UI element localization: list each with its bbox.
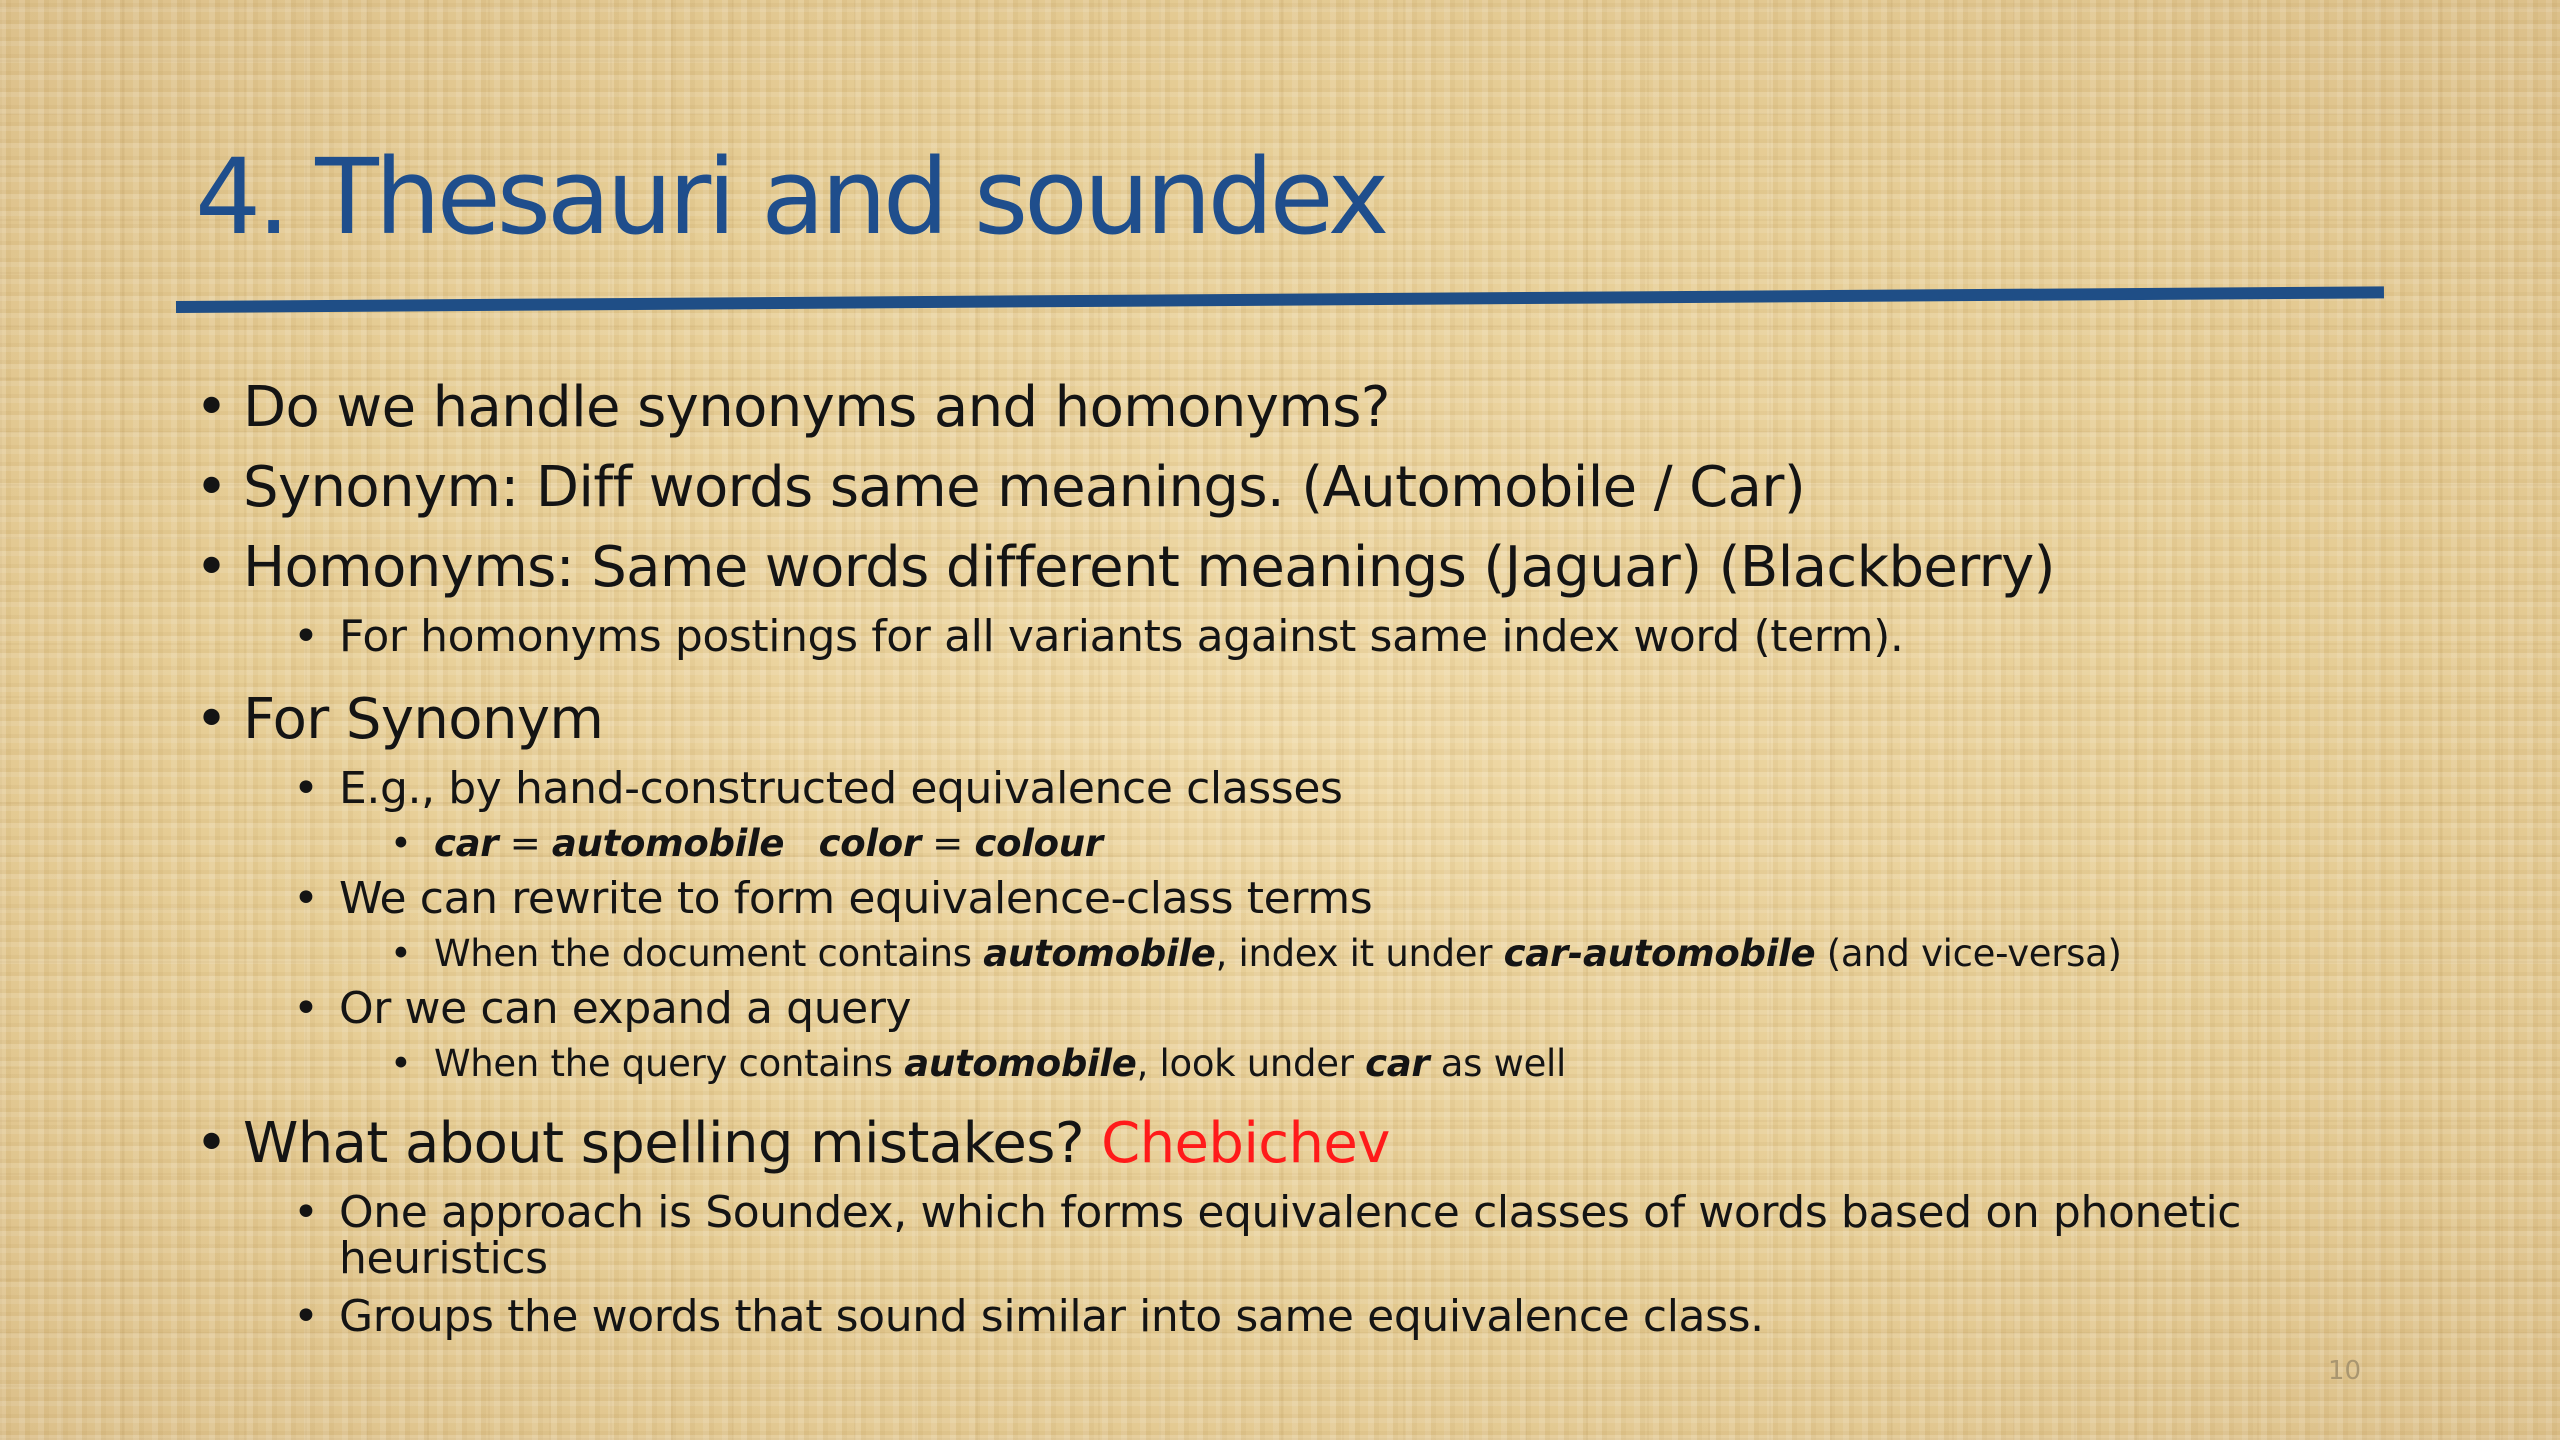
title-divider-rule: [176, 286, 2384, 313]
bullet-text: Groups the words that sound similar into same equivalence class.: [339, 1291, 1764, 1342]
highlight-chebichev: Chebichev: [1101, 1111, 1390, 1176]
bullet-dot-icon: •: [195, 535, 228, 600]
subbullet-homonyms-postings: [293, 608, 2455, 666]
term-car: car: [434, 822, 499, 865]
text-segment: as well: [1429, 1042, 1567, 1085]
slide-page-number: 10: [2328, 1356, 2362, 1386]
term-automobile: automobile: [983, 932, 1216, 975]
bullet-dot-icon: •: [293, 873, 319, 924]
term-automobile: automobile: [904, 1042, 1137, 1085]
bullet-text: Do we handle synonyms and homonyms?: [243, 375, 1390, 440]
bullet-dot-icon: •: [293, 763, 319, 814]
bullet-dot-icon: •: [293, 1291, 319, 1342]
text-segment: (and vice-versa): [1815, 932, 2122, 975]
bullet-text: E.g., by hand-constructed equivalence classes: [339, 763, 1343, 814]
subsubbullet-document-index: [390, 928, 2455, 980]
bullet-text: Synonym: Diff words same meanings. (Automobile / Car): [243, 455, 1806, 520]
bullet-text: One approach is Soundex, which forms equivalence classes of words based on phonetic heuristics: [339, 1187, 2242, 1284]
bullet-synonym-definition: [195, 448, 2455, 528]
subbullet-expand-query: [293, 980, 2455, 1038]
bullet-dot-icon: •: [195, 375, 228, 440]
bullet-dot-icon: •: [195, 1111, 228, 1176]
bullet-text: We can rewrite to form equivalence-class terms: [339, 873, 1373, 924]
term-car: car: [1365, 1042, 1430, 1085]
bullet-dot-icon: •: [390, 932, 412, 975]
bullet-text: What about spelling mistakes?: [243, 1111, 1102, 1176]
bullet-dot-icon: •: [293, 1187, 319, 1238]
bullet-text: Homonyms: Same words different meanings (Jaguar) (Blackberry): [243, 535, 2055, 600]
text-segment: , index it under: [1215, 932, 1504, 975]
subbullet-soundex-approach: [293, 1184, 2429, 1288]
bullet-spelling-mistakes: [195, 1104, 2455, 1184]
text-segment: When the query contains: [434, 1042, 905, 1085]
slide-title: 4. Thesauri and soundex: [195, 136, 1386, 258]
bullet-dot-icon: •: [195, 687, 228, 752]
text-segment: , look under: [1136, 1042, 1366, 1085]
subbullet-equivalence-classes: [293, 760, 2455, 818]
bullet-homonyms-definition: [195, 528, 2455, 608]
subbullet-groups-similar-sounds: [293, 1288, 2455, 1346]
slide-body: [195, 368, 2455, 1346]
bullet-handle-synonyms-homonyms: [195, 368, 2455, 448]
bullet-for-synonym: [195, 680, 2455, 760]
bullet-text: For homonyms postings for all variants against same index word (term).: [339, 611, 1904, 662]
text-segment: When the document contains: [434, 932, 984, 975]
bullet-dot-icon: •: [195, 455, 228, 520]
term-color: color: [818, 822, 921, 865]
subsubbullet-equivalence-examples: [390, 818, 2455, 870]
bullet-dot-icon: •: [293, 611, 319, 662]
bullet-dot-icon: •: [293, 983, 319, 1034]
term-automobile: automobile: [551, 822, 785, 865]
subsubbullet-query-expansion: [390, 1038, 2455, 1090]
bullet-text: For Synonym: [243, 687, 604, 752]
spacer: [784, 822, 818, 865]
equals-sign: =: [920, 822, 975, 865]
bullet-dot-icon: •: [390, 822, 412, 865]
equals-sign: =: [498, 822, 552, 865]
subbullet-rewrite-terms: [293, 870, 2455, 928]
bullet-dot-icon: •: [390, 1042, 412, 1085]
term-car-automobile: car-automobile: [1503, 932, 1816, 975]
bullet-text: Or we can expand a query: [339, 983, 912, 1034]
term-colour: colour: [974, 822, 1103, 865]
